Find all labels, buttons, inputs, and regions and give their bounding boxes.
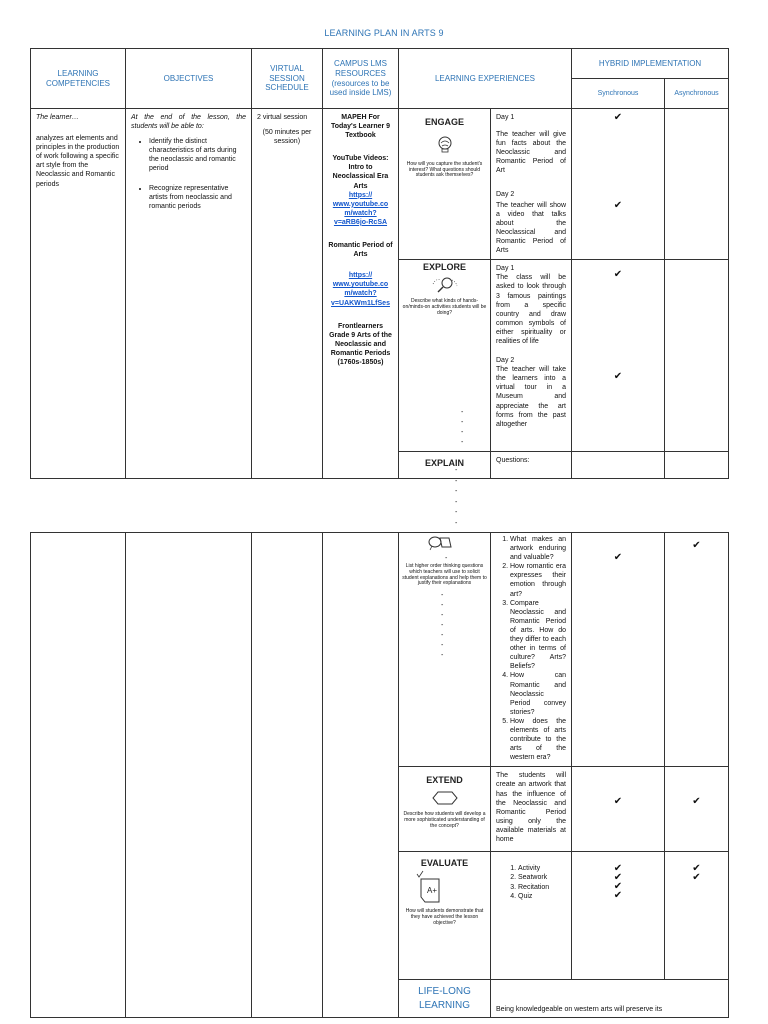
explore-day2-text: The teacher will take the learners into a virtual tour in a Museum and appreciate the art forms from the past altogether bbox=[496, 366, 566, 428]
extend-async-cell bbox=[665, 767, 729, 852]
page-break-dashes: - - - - - - bbox=[455, 467, 458, 527]
evaluate-activity-cell bbox=[491, 852, 572, 980]
speech-bubbles-icon bbox=[427, 535, 490, 554]
check-icon: ✔ bbox=[613, 371, 623, 383]
magnifier-icon bbox=[399, 276, 490, 297]
check-icon: ✔ bbox=[613, 872, 623, 884]
evaluate-items bbox=[496, 864, 566, 900]
evaluate-item: 4. Quiz bbox=[518, 892, 566, 901]
evaluate-item: 2. Seatwork bbox=[518, 873, 566, 882]
check-icon: ✔ bbox=[613, 269, 623, 281]
question-item: 2. How romantic era expresses their emotion through art? bbox=[510, 562, 566, 598]
check-icon: ✔ bbox=[692, 863, 701, 875]
graded-paper-icon bbox=[415, 870, 490, 909]
lms-cell-cont bbox=[323, 533, 399, 1018]
lms-video-intro: YouTube Videos: Intro to Neoclassical Era Arts bbox=[332, 155, 389, 190]
competencies-cell bbox=[31, 109, 126, 479]
objectives-cell bbox=[126, 109, 252, 479]
lms-link-2[interactable]: https:// www.youtube.co m/watch? v=UAKWm1LfSes bbox=[331, 272, 390, 307]
header-objectives: OBJECTIVES bbox=[126, 49, 252, 109]
virtual-schedule-cell bbox=[252, 109, 323, 479]
lms-link-1[interactable]: https:// www.youtube.co m/watch? v=aRB6jo-RcSA bbox=[332, 191, 389, 226]
expand-arrows-icon bbox=[399, 789, 490, 810]
virtual-line-1: 2 virtual session bbox=[257, 114, 308, 121]
question-item: 3. Compare Neoclassic and Romantic Period of arts. How do they differ to each other in terms of culture? Arts? Beliefs? bbox=[510, 599, 566, 672]
engage-day1-text: The teacher will give fun facts about the Neoclassic and Romantic Period of Art bbox=[496, 131, 566, 175]
header-hybrid: HYBRID IMPLEMENTATION bbox=[572, 49, 729, 79]
objectives-cell-cont bbox=[126, 533, 252, 1018]
page-title: LEARNING PLAN IN ARTS 9 bbox=[324, 28, 444, 38]
explain-sync-top bbox=[572, 452, 665, 479]
engage-activity-cell bbox=[491, 109, 572, 260]
header-competencies: LEARNING COMPETENCIES bbox=[31, 49, 126, 109]
header-synchronous: Synchronous bbox=[572, 79, 665, 109]
check-icon: ✔ bbox=[613, 890, 623, 902]
evaluate-item: 3. Recitation bbox=[518, 883, 566, 892]
learning-plan-table-top bbox=[30, 48, 729, 479]
virtual-cell-cont bbox=[252, 533, 323, 1018]
objectives-intro: At the end of the lesson, the students will be able to: bbox=[131, 114, 246, 131]
extend-hint: Describe how students will develop a more sophisticated understanding of the concept? bbox=[403, 811, 486, 829]
explore-day2: Day 2 bbox=[496, 357, 515, 365]
engage-phase-cell bbox=[399, 109, 491, 260]
extend-activity-cell: The students will create an artwork that has the influence of the Neoclassic and Romantic Period using only the available materials at home bbox=[491, 767, 572, 852]
check-icon: ✔ bbox=[692, 796, 701, 808]
extend-phase-cell bbox=[399, 767, 491, 852]
question-item: 5. How does the elements of arts contribute to the arts of the western era? bbox=[510, 717, 566, 762]
header-lms-resources: CAMPUS LMS RESOURCES (resources to be used inside LMS) bbox=[323, 49, 399, 109]
engage-hint: How will you capture the student's interest? What questions should students ask themselves? bbox=[406, 160, 483, 179]
engage-day2: Day 2 bbox=[496, 190, 515, 198]
learning-plan-table-bottom bbox=[30, 532, 729, 1018]
lms-frontlearners: Frontlearners Grade 9 Arts of the Neoclassic and Romantic Periods (1760s-1850s) bbox=[329, 322, 392, 366]
extend-sync-cell bbox=[572, 767, 665, 852]
explain-questions-label: Questions: bbox=[491, 452, 572, 479]
check-icon: ✔ bbox=[613, 796, 623, 808]
evaluate-phase-cell bbox=[399, 852, 491, 980]
evaluate-item: 1. Activity bbox=[518, 864, 566, 873]
evaluate-async-cell bbox=[665, 852, 729, 980]
header-asynchronous: Asynchronous bbox=[665, 79, 729, 109]
explain-label: EXPLAIN bbox=[424, 458, 464, 469]
explain-async-top bbox=[665, 452, 729, 479]
question-item: 1. What makes an artwork enduring and valuable? bbox=[510, 535, 566, 562]
explore-day1: Day 1 bbox=[496, 265, 515, 273]
evaluate-async-checks bbox=[665, 864, 728, 882]
explore-dashes: - - - - bbox=[461, 409, 464, 447]
lifelong-phase-cell bbox=[399, 980, 491, 1018]
lifelong-label: LIFE-LONG LEARNING bbox=[418, 985, 471, 1011]
explore-day1-text: The class will be asked to look through 3 famous paintings from a specific country and draw common symbols of either spirituality or realities of life bbox=[496, 274, 566, 345]
competencies-cell-cont bbox=[31, 533, 126, 1018]
question-item: 4. How can Romantic and Neoclassic Period convey stories? bbox=[510, 671, 566, 716]
evaluate-sync-checks bbox=[572, 864, 664, 900]
explore-activity-cell bbox=[491, 260, 572, 452]
lms-resources-cell bbox=[323, 109, 399, 479]
explore-async-cell bbox=[665, 260, 729, 452]
objective-item: • Identify the distinct characteristics of arts during the neoclassic and romantic period bbox=[149, 137, 246, 173]
extend-label: EXTEND bbox=[426, 775, 463, 786]
check-icon: ✔ bbox=[613, 200, 623, 211]
evaluate-hint: How will students demonstrate that they have achieved the lesson objective? bbox=[405, 908, 484, 926]
competencies-text: analyzes art elements and principles in the production of work following a specific art style from the Neoclassic and Romantic periods bbox=[36, 135, 120, 188]
explore-sync-cell bbox=[572, 260, 665, 452]
engage-sync-cell bbox=[572, 109, 665, 260]
explain-hint: List higher order thinking questions which teachers will use to solicit student explanations and help them to justify their explanations bbox=[402, 563, 487, 587]
check-icon: ✔ bbox=[692, 540, 701, 551]
explain-sync-cell bbox=[572, 533, 665, 767]
header-learning-experiences: LEARNING EXPERIENCES bbox=[399, 49, 572, 109]
explain-dashes: - - - - - - - bbox=[441, 592, 444, 660]
lifelong-text: Being knowledgeable on western arts will preserve its bbox=[491, 980, 729, 1018]
explain-hint-cell: - List higher order thinking questions which teachers will use to solicit student explanations and help them to justify their explanations - - - - - - - bbox=[399, 533, 491, 767]
explore-label: EXPLORE bbox=[422, 262, 466, 273]
engage-day2-text: The teacher will show a video that talks about the Neoclassical and Romantic Period of Arts bbox=[496, 201, 566, 255]
virtual-line-2: (50 minutes per session) bbox=[262, 129, 312, 146]
explain-questions-cell bbox=[491, 533, 572, 767]
explore-hint: Describe what kinds of hands-on/minds-on activities students will be doing? bbox=[402, 298, 487, 316]
objective-item: • Recognize representative artists from neoclassic and romantic periods bbox=[149, 184, 246, 211]
lms-romantic: Romantic Period of Arts bbox=[328, 242, 393, 259]
check-icon: ✔ bbox=[613, 863, 623, 875]
engage-async-cell bbox=[665, 109, 729, 260]
grade-text: A+ bbox=[427, 886, 438, 896]
check-icon: ✔ bbox=[613, 881, 623, 893]
evaluate-sync-cell bbox=[572, 852, 665, 980]
lms-textbook: MAPEH For Today's Learner 9 Textbook bbox=[330, 114, 391, 140]
objectives-list bbox=[131, 137, 246, 211]
check-icon: ✔ bbox=[613, 552, 623, 563]
check-icon: ✔ bbox=[613, 112, 623, 123]
explain-phase-cell bbox=[399, 452, 491, 479]
engage-label: ENGAGE bbox=[424, 117, 464, 127]
header-virtual-schedule: VIRTUAL SESSION SCHEDULE bbox=[252, 49, 323, 109]
explain-async-cell bbox=[665, 533, 729, 767]
explore-phase-cell bbox=[399, 260, 491, 452]
check-icon: ✔ bbox=[692, 872, 701, 884]
brain-icon bbox=[399, 135, 490, 158]
explain-questions-list bbox=[496, 535, 566, 762]
competencies-intro: The learner… bbox=[36, 114, 79, 121]
engage-day1: Day 1 bbox=[496, 114, 515, 121]
evaluate-label: EVALUATE bbox=[420, 858, 469, 869]
